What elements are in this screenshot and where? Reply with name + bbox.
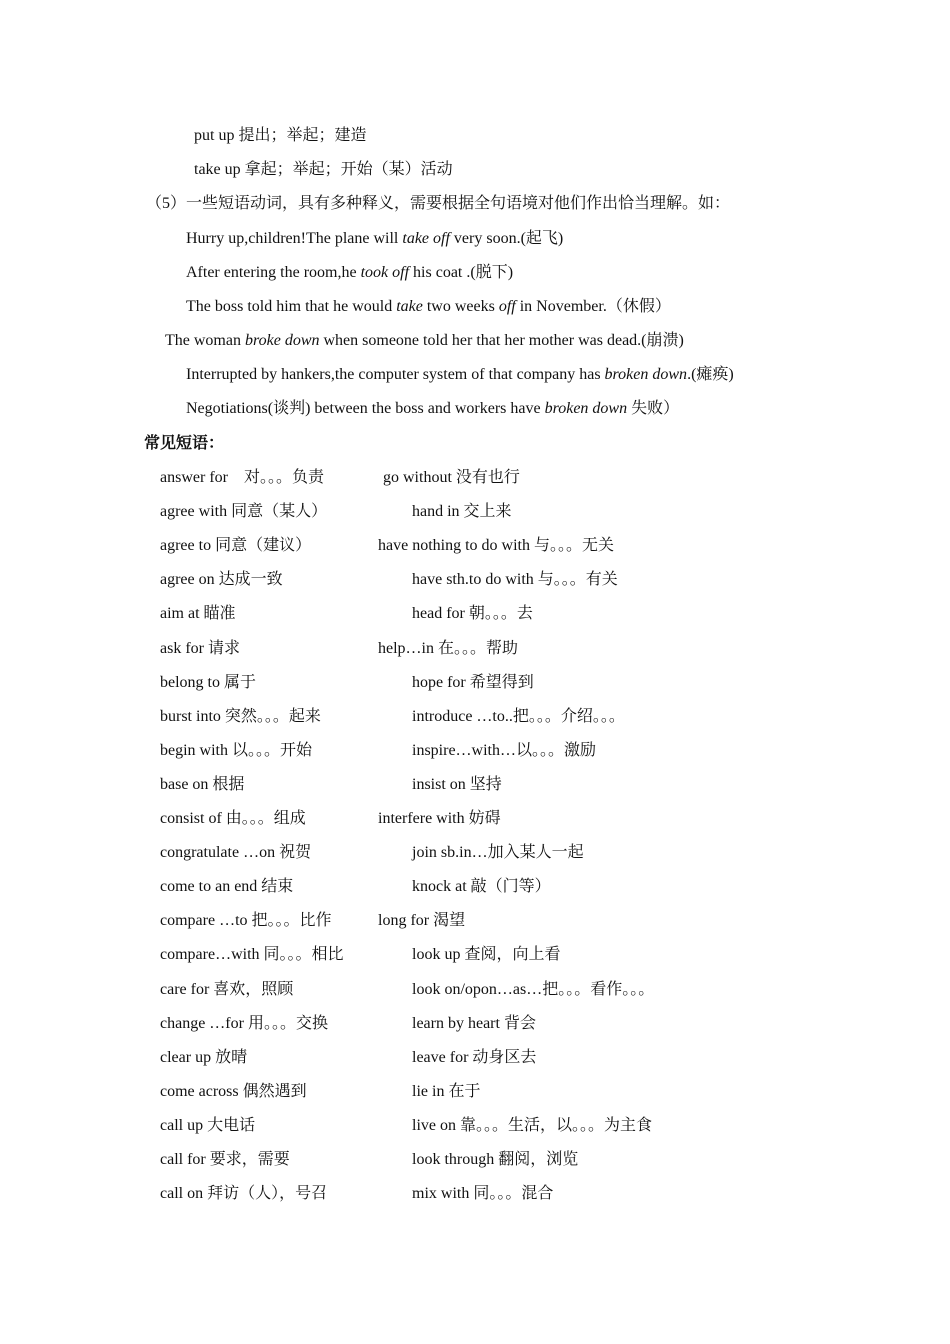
phrase-left: clear up 放晴 [160,1048,248,1066]
phrase-right: look on/opon…as…把。。。看作。。。 [412,980,655,998]
phrase-right: live on 靠。。。生活，以。。。为主食 [412,1116,652,1134]
phrase-left: agree to 同意（建议） [160,537,312,555]
example-sentence: Interrupted by hankers,the computer system of that company has broken down.(瘫痪) [186,366,734,383]
phrase-left: belong to 属于 [160,673,256,691]
phrase-left: change …for 用。。。交换 [160,1014,328,1032]
phrase-right: head for 朝。。。去 [412,605,533,623]
phrase-left: ask for 请求 [160,639,240,657]
phrase-left: call on 拜访（人），号召 [160,1185,328,1203]
phrase-left: compare…with 同。。。相比 [160,946,344,964]
phrase-left: base on 根据 [160,775,245,793]
phrase-left: compare …to 把。。。比作 [160,912,332,930]
phrase-right: mix with 同。。。混合 [412,1185,554,1203]
phrase-right: have sth.to do with 与。。。有关 [412,571,618,589]
phrase-right: leave for 动身区去 [412,1048,537,1066]
phrase-right: inspire…with…以。。。激励 [412,741,596,759]
phrase-right: learn by heart 背会 [412,1014,536,1032]
phrase-left: answer for 对。。。负责 [160,469,324,486]
phrase-left: begin with 以。。。开始 [160,741,312,759]
phrase-right: look through 翻阅，浏览 [412,1151,579,1168]
phrase-right: look up 查阅，向上看 [412,946,561,964]
phrase-left: come to an end 结束 [160,878,294,896]
phrase-right: hope for 希望得到 [412,673,534,691]
phrase-right: hand in 交上来 [412,503,512,521]
example-sentence: The boss told him that he would take two weeks off in November.（休假） [186,298,671,315]
phrase-left: care for 喜欢，照顾 [160,980,294,998]
phrase-left: burst into 突然。。。起来 [160,707,321,725]
phrase-right: insist on 坚持 [412,775,502,793]
section-intro: （5）一些短语动词，具有多种释义，需要根据全句语境对他们作出恰当理解。如： [146,195,731,212]
common-phrases-heading: 常见短语： [144,435,225,452]
phrase-right: lie in 在于 [412,1082,481,1100]
phrase-left: agree on 达成一致 [160,571,283,589]
example-sentence: The woman broke down when someone told her that her mother was dead.(崩溃) [165,332,684,349]
phrase-right: long for 渴望 [378,912,466,930]
phrase-right: join sb.in…加入某人一起 [412,844,584,862]
phrase-right: go without 没有也行 [383,469,520,486]
phrase-left: congratulate …on 祝贺 [160,844,312,862]
phrase-right: help…in 在。。。帮助 [378,639,518,657]
example-sentence: After entering the room,he took off his coat .(脱下) [186,264,514,281]
phrase-left: call for 要求，需要 [160,1151,290,1168]
phrase-line: take up 拿起；举起；开始（某）活动 [194,161,453,178]
phrase-right: introduce …to..把。。。介绍。。。 [412,707,625,725]
phrase-left: come across 偶然遇到 [160,1082,307,1100]
phrase-right: knock at 敲（门等） [412,878,551,896]
phrase-left: call up 大电话 [160,1116,256,1134]
example-sentence: Hurry up,children!The plane will take off very soon.(起飞) [186,230,564,247]
phrase-left: aim at 瞄准 [160,605,236,623]
phrase-right: interfere with 妨碍 [378,810,501,827]
phrase-left: consist of 由。。。组成 [160,810,306,827]
example-sentence: Negotiations(谈判) between the boss and workers have broken down 失败） [186,400,680,417]
phrase-line: put up 提出；举起；建造 [194,127,367,144]
phrase-left: agree with 同意（某人） [160,503,328,521]
phrase-right: have nothing to do with 与。。。无关 [378,537,614,555]
